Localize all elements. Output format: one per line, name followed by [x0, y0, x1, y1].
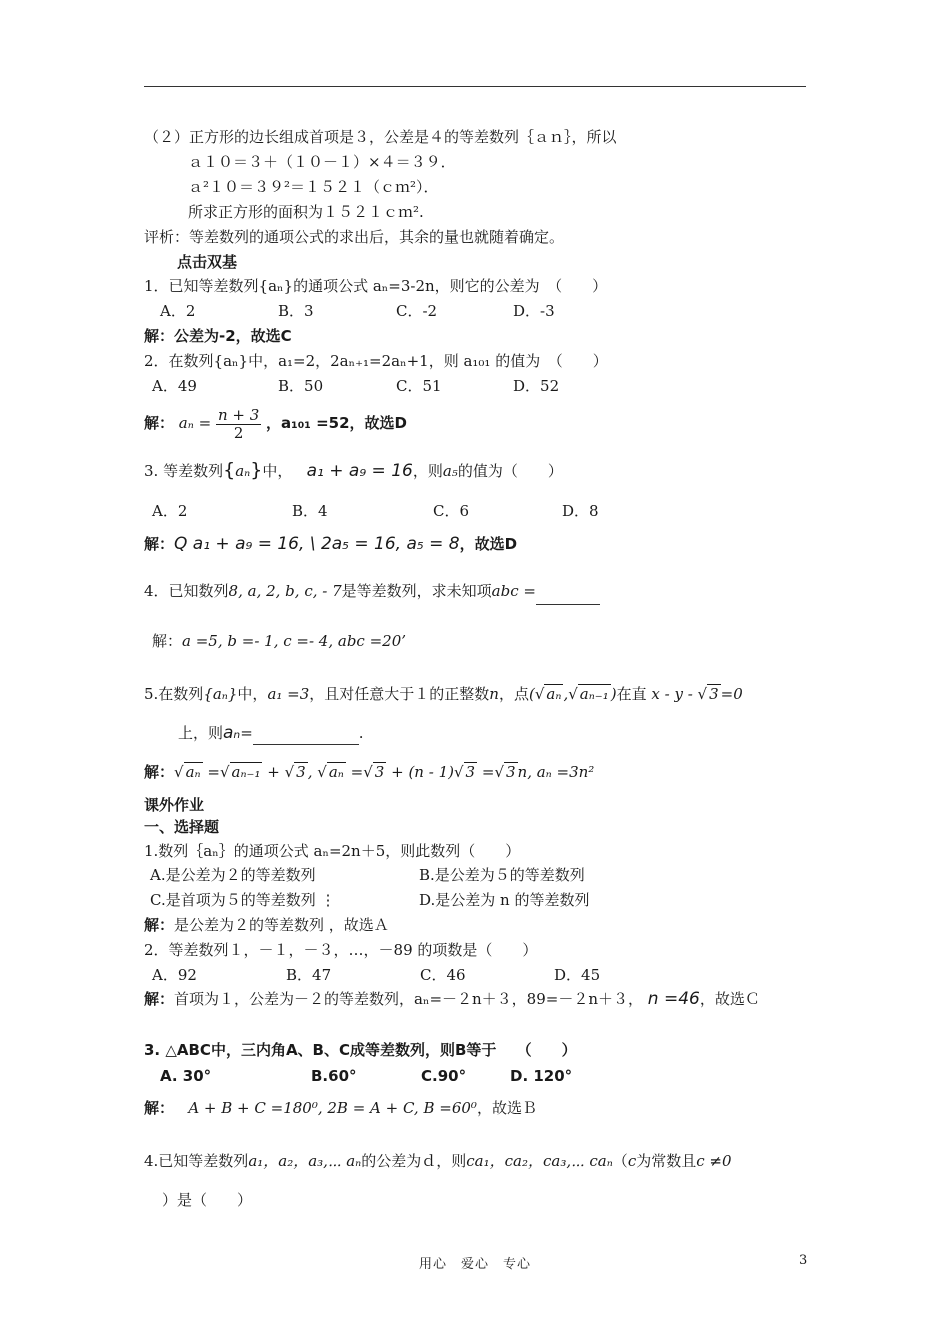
question-2: 2．在数列{aₙ}中，a₁=2，2aₙ₊₁=2aₙ+1，则 a₁₀₁ 的值为 （ ）: [144, 352, 608, 370]
formula: aₙ =: [178, 414, 212, 432]
answer-3: [144, 531, 517, 557]
formula: a₁ =3: [267, 685, 310, 703]
question-4: [144, 577, 600, 605]
question-2: 2．等差数列１，－１，－３，…，－89 的项数是（ ）: [144, 941, 538, 959]
option-a: A．92: [152, 966, 197, 984]
question-text: 上，则: [178, 724, 224, 742]
line-equation: x - y - √ 3 =0: [651, 685, 743, 703]
option-b: B.是公差为５的等差数列: [419, 866, 585, 884]
question-text: 是等差数列，求未知项: [341, 582, 492, 600]
question-text: 中，: [262, 462, 293, 480]
option-d: D. 120°: [510, 1067, 573, 1085]
question-text: 4．已知数列: [144, 582, 229, 600]
answer-text: 首项为１，公差为－２的等差数列，aₙ=－２n＋３，89=－２n＋３，: [174, 990, 643, 1008]
question-text: 为常数且: [636, 1152, 697, 1170]
option-c: C.90°: [421, 1067, 467, 1085]
comma: ,: [563, 685, 569, 703]
option-a: A．49: [152, 377, 197, 395]
question-5-cont: [178, 721, 364, 745]
comment-line: 评析：等差数列的通项公式的求出后，其余的量也就随着确定。: [144, 228, 565, 246]
section-heading: 一、选择题: [144, 818, 220, 836]
radicand: 3: [465, 763, 476, 781]
radicand: aₙ₋₁: [579, 685, 609, 703]
formula: n =46: [647, 989, 700, 1009]
option-c: C．-2: [396, 302, 438, 320]
question-text: 在直: [616, 685, 647, 703]
radicand: aₙ: [328, 763, 344, 781]
answer-label: 解：: [144, 916, 175, 934]
formula: Q a₁ + a₉ = 16, \ 2a₅ = 16, a₅ = 8: [174, 534, 460, 554]
option-c: C．46: [420, 966, 466, 984]
question-text: ，则: [412, 462, 443, 480]
header-rule: [144, 86, 806, 87]
option-b: B．47: [286, 966, 332, 984]
equation-part: =0: [720, 685, 743, 703]
fraction: [216, 407, 261, 442]
radicand: 3: [374, 763, 385, 781]
answer-4: [152, 628, 406, 654]
formula: a₁，a₂，a₃,⋯ aₙ: [248, 1152, 362, 1170]
equation-part: x - y -: [651, 685, 698, 703]
formula: √ aₙ =√ aₙ₋₁ + √ 3 , √ aₙ =√ 3 + (n - 1)√ 3 =√ 3 n, aₙ =3n²: [174, 763, 595, 781]
option-a: A. 30°: [160, 1067, 212, 1085]
op: =: [481, 763, 495, 781]
question-1: 1.数列｛aₙ｝的通项公式 aₙ=2n＋5，则此数列（ ）: [144, 842, 521, 860]
formula: a₅: [442, 462, 458, 480]
formula: ca₁，ca₂，ca₃,⋯ caₙ: [466, 1152, 613, 1170]
question-3: [144, 455, 563, 486]
section-heading: 课外作业: [144, 796, 205, 814]
op: ,: [307, 763, 318, 781]
question-text: =: [240, 724, 253, 742]
text-line: 所求正方形的面积为１５２１ｃｍ².: [188, 203, 424, 221]
sequence-symbol: aₙ: [235, 462, 251, 480]
op: =: [350, 763, 364, 781]
text-line: ａ１０＝３＋（１０－１）×４＝３９．: [188, 153, 456, 171]
option-b: B．50: [278, 377, 324, 395]
option-b: B．4: [292, 502, 328, 520]
formula: 8, a, 2, b, c, - 7: [228, 582, 342, 600]
answer-label: 解：: [152, 632, 183, 650]
answer-text: ，故选Ｃ: [699, 990, 760, 1008]
text-line: （２）正方形的边长组成首项是３，公差是４的等差数列｛ａｎ｝，所以: [144, 128, 617, 146]
formula: A + B + C =180⁰, 2B = A + C, B =60⁰: [188, 1099, 477, 1117]
radicand: aₙ: [546, 685, 562, 703]
op: +: [267, 763, 280, 781]
question-5: [144, 680, 743, 708]
formula: c: [627, 1152, 637, 1170]
question-text: （: [612, 1152, 628, 1170]
option-c: C．6: [433, 502, 470, 520]
question-4: [144, 1147, 732, 1175]
section-heading: 点击双基: [177, 253, 238, 271]
formula: n: [489, 685, 499, 703]
option-d: D.是公差为 n 的等差数列: [419, 891, 590, 909]
answer-text: ，a₁₀₁ =52，故选D: [266, 414, 407, 432]
formula-end: n, aₙ =3n²: [517, 763, 595, 781]
op: + (n - 1): [391, 763, 454, 781]
answer-label: 解：: [144, 414, 175, 432]
radicand: 3: [296, 763, 306, 781]
question-3: 3. △ABC中，三内角A、B、C成等差数列，则B等于 （ ）: [144, 1041, 577, 1059]
answer-3: [144, 1094, 537, 1122]
radicand: aₙ₋₁: [231, 763, 261, 781]
question-text: 的值为（ ）: [457, 462, 563, 480]
paren: ): [610, 685, 617, 703]
formula: a₁ + a₉ = 16: [306, 461, 413, 481]
answer-5: [144, 758, 594, 786]
radicand: aₙ: [185, 763, 201, 781]
question-text: ，点: [498, 685, 529, 703]
formula: a =5, b =- 1, c =- 4, abc =20’: [182, 632, 407, 650]
page-number: 3: [799, 1253, 808, 1268]
formula: abc =: [491, 582, 536, 600]
answer-2: [144, 987, 760, 1011]
answer-2: [144, 402, 407, 444]
point-formula: (√ aₙ ,√ aₙ₋₁ ): [528, 685, 617, 703]
question-text: .: [358, 724, 364, 742]
brace-open: {: [223, 459, 236, 481]
option-b: B.60°: [311, 1067, 357, 1085]
option-c: C．51: [396, 377, 442, 395]
option-b: B．3: [278, 302, 314, 320]
option-c: C.是首项为５的等差数列 ⋮: [150, 891, 336, 909]
answer-1: 解：公差为-2，故选C: [144, 327, 292, 345]
formula: c ≠0: [696, 1152, 732, 1170]
answer-1: [144, 915, 389, 935]
answer-label: 解：: [144, 535, 175, 553]
answer-blank: [536, 590, 600, 605]
option-a: A．2: [160, 302, 196, 320]
answer-blank: [253, 732, 359, 745]
answer-label: 解：: [144, 763, 175, 781]
option-d: D．52: [513, 377, 560, 395]
radicand: 3: [506, 763, 516, 781]
option-d: D．45: [554, 966, 601, 984]
op: =: [207, 763, 220, 781]
option-d: D．8: [562, 502, 599, 520]
paren: (: [528, 685, 535, 703]
fraction-denominator: 2: [233, 423, 244, 442]
brace-close: }: [250, 459, 263, 481]
question-text: 3. 等差数列: [144, 462, 224, 480]
answer-label: 解：: [144, 990, 175, 1008]
question-text: 中，: [237, 685, 268, 703]
fraction-numerator: n + 3: [217, 405, 260, 424]
answer-text: ，故选D: [459, 535, 518, 553]
question-text: 4.已知等差数列: [144, 1152, 249, 1170]
answer-label: 解：: [144, 1099, 175, 1117]
question-text: 的公差为ｄ，则: [361, 1152, 467, 1170]
formula: aₙ: [223, 723, 241, 743]
option-d: D．-3: [513, 302, 555, 320]
option-a: A．2: [152, 502, 188, 520]
answer-text: 是公差为２的等差数列 ，故选Ａ: [174, 916, 389, 934]
radicand: 3: [709, 685, 719, 703]
question-1: 1．已知等差数列{aₙ}的通项公式 aₙ=3-2n，则它的公差为 （ ）: [144, 277, 608, 295]
answer-text: ，故选Ｂ: [476, 1099, 537, 1117]
formula: {aₙ}: [203, 685, 238, 703]
page-footer: 用心 爱心 专心: [418, 1257, 531, 1272]
question-4-cont: ）是（ ）: [162, 1191, 253, 1209]
question-text: 5.在数列: [144, 685, 204, 703]
question-text: ，且对任意大于１的正整数: [309, 685, 490, 703]
text-line: ａ²１０＝３９²＝１５２１（ｃｍ²）．: [188, 178, 439, 196]
option-a: A.是公差为２的等差数列: [150, 866, 316, 884]
